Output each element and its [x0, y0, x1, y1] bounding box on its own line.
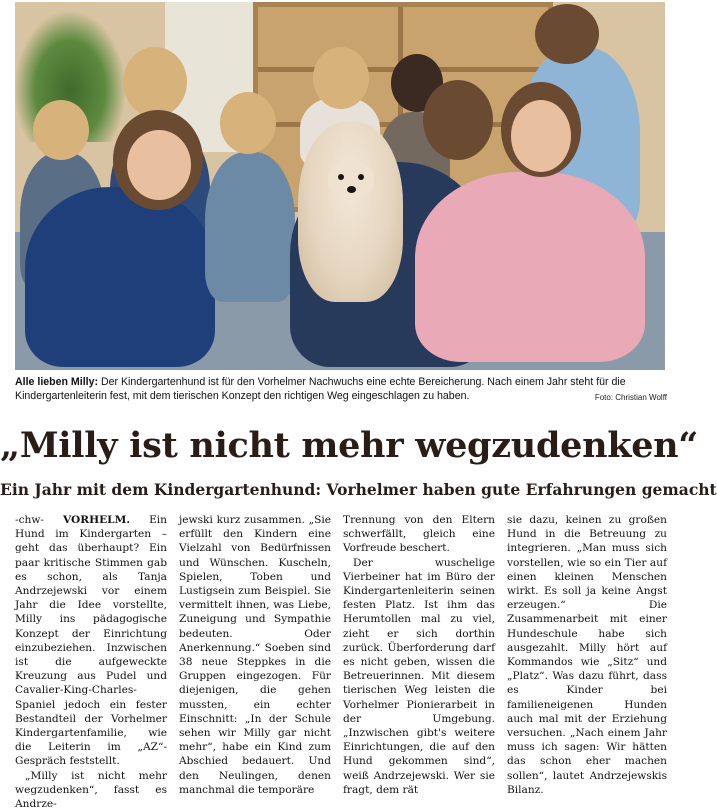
dog-milly: [298, 122, 403, 302]
child-head: [123, 47, 187, 117]
child-head: [423, 80, 493, 160]
headline: „Milly ist nicht mehr wegzudenken“: [0, 425, 699, 466]
subheadline: Ein Jahr mit dem Kindergartenhund: Vorhelmer haben gute Erfahrungen gemacht: [0, 480, 717, 499]
article-paragraph: „Milly ist nicht mehr wegzudenken“, fasst es Andrze-: [15, 769, 167, 811]
photo-caption: [15, 375, 667, 405]
article-paragraph: jewski kurz zusammen. „Sie erfüllt den Kindern eine Vielzahl von Bedürfnissen und Wünschen. Kuscheln, Spielen, Toben und Lustigsein zum Beispiel. Sie vermittelt ihnen, was Liebe, Zuneigung und Sympathie bedeuten. Oder Anerkennung.“ Soeben sind 38 neue Steppkes in die Gruppen eingezogen. Für diejenigen, die gehen mussten, ein echter Einschnitt: „In der Schule sehen wir Milly gar nicht mehr“, habe ein Kind zum Abschied bedauert. Und den Neulingen, denen manchmal die temporäre: [179, 514, 331, 796]
child-head: [220, 92, 276, 154]
article-paragraph: [15, 513, 167, 769]
child-figure: [205, 152, 295, 302]
article-column-1: [15, 513, 168, 811]
child-head: [33, 100, 89, 160]
article-paragraph: sie dazu, keinen zu großen Hund in die Betreuung zu integrieren. „Man muss sich vorstellen, wie so ein Tier auf einen kleinen Menschen wirkt. Es soll ja keine Angst erzeugen.“ Die Zusammenarbeit mit einer Hundeschule habe sich ausgezahlt. Milly hört auf Kommandos wie „Sitz“ und „Platz“. Was dazu führt, dass es Kinder bei familieneigenen Hunden auch mal mit der Erziehung versuchen. „Nach einem Jahr muss ich sagen: Wir hätten das schon eher machen sollen“, lautet Andrzejewskis Bilanz.: [507, 514, 667, 796]
article-column-3: [343, 513, 495, 796]
article-column-4: [507, 513, 667, 796]
article-column-2: [179, 513, 331, 796]
article-body: [15, 513, 667, 811]
article-paragraph: Trennung von den Eltern schwerfällt, gleich eine Vorfreude beschert.: [343, 514, 495, 555]
byline: -chw-: [15, 514, 44, 526]
photo-credit: Foto: Christian Wolff: [594, 393, 667, 402]
article-paragraph: Der wuschelige Vierbeiner hat im Büro der Kindergartenleiterin seinen festen Platz. Ist ihm das Herumtollen mal zu viel, zieht er sich dorthin zurück. Überforderung darf es nicht geben, wissen die Betreuerinnen. Mit diesem tierischen Weg leisten die Vorhelmer Pionierarbeit in der Umgebung. „Inzwischen gibt's weitere Einrichtungen, die auf den Hund gekommen sind“, weiß Andrzejewski. Wer sie fragt, dem rät: [343, 556, 495, 796]
dateline: VORHELM.: [63, 514, 131, 526]
child-head: [535, 4, 599, 64]
child-head: [313, 47, 369, 109]
child-face: [511, 100, 571, 172]
article-photo: [15, 2, 665, 370]
caption-lead: Alle lieben Milly:: [15, 376, 99, 388]
child-figure: [415, 172, 645, 362]
dog-face: [328, 160, 374, 200]
caption-text: Der Kindergartenhund ist für den Vorhelmer Nachwuchs eine echte Bereicherung. Nach einem Jahr steht für die Kindergartenleiterin fest, mit dem tierischen Konzept den richtigen Weg eingeschlagen zu haben.: [15, 376, 626, 402]
child-face: [127, 130, 191, 200]
child-figure: [25, 187, 215, 367]
paragraph-text: Ein Hund im Kindergarten – geht das überhaupt? Ein paar kritische Stimmen gab es schon, als Tanja Andrzejewski vor einem Jahr die Idee vorstellte, Milly ins pädagogische Konzept der Einrichtung einzubeziehen. Inzwischen ist die aufgeweckte Kreuzung aus Pudel und Cavalier-King-Charles-Spaniel jedoch ein fester Bestandteil der Vorhelmer Kindergartenfamilie, wie die Leiterin im „AZ“-Gespräch feststellt.: [15, 514, 168, 768]
